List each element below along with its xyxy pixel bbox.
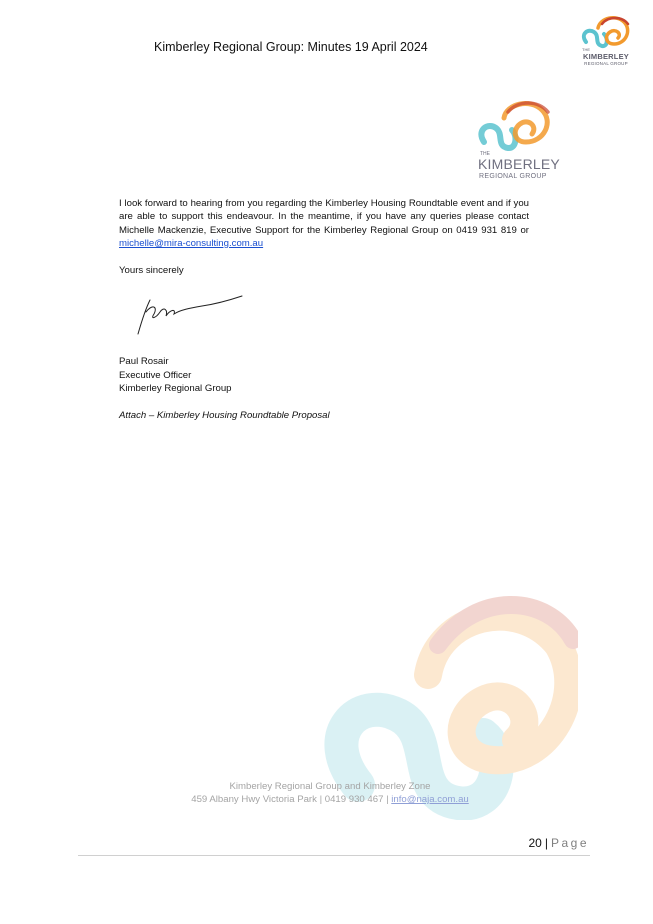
kimberley-logo-small	[578, 12, 634, 70]
signatory-title: Executive Officer	[119, 369, 192, 381]
document-header-title: Kimberley Regional Group: Minutes 19 April 2024	[154, 40, 428, 54]
letter-body	[119, 197, 529, 250]
signatory-name: Paul Rosair	[119, 356, 169, 367]
swirl-logo-icon	[578, 12, 634, 52]
page-word: Page	[550, 836, 589, 850]
logo-subtitle-text: REGIONAL GROUP	[479, 173, 547, 180]
attachment-note: Attach – Kimberley Housing Roundtable Proposal	[119, 410, 330, 421]
logo-name-text: KIMBERLEY	[583, 52, 629, 61]
page-number-separator: |	[544, 836, 548, 850]
contact-email-link[interactable]: michelle@mira-consulting.com.au	[119, 237, 264, 249]
letterhead-footer-address: 459 Albany Hwy Victoria Park | 0419 930 467 |	[191, 794, 392, 805]
logo-name-text: KIMBERLEY	[478, 156, 560, 172]
signatory-block	[119, 355, 232, 396]
kimberley-letterhead-logo	[474, 96, 560, 188]
logo-subtitle-text: REGIONAL GROUP	[584, 61, 628, 66]
logo-the-text: THE	[582, 47, 590, 52]
letterhead-footer-line2	[150, 794, 510, 805]
handwritten-signature	[120, 290, 250, 340]
page-number	[528, 836, 589, 850]
letter-body-text: I look forward to hearing from you regarding the Kimberley Housing Roundtable event and if you are able to support this endeavour. In the meantime, if you have any queries please contact Michelle Mackenzie, Executive Support for the Kimberley Regional Group on 0419 931 819 or	[119, 198, 529, 236]
logo-the-text: THE	[480, 151, 490, 157]
letterhead-footer-line1: Kimberley Regional Group and Kimberley Zone	[229, 781, 431, 792]
signatory-organisation: Kimberley Regional Group	[119, 383, 232, 394]
page-number-value: 20	[528, 836, 542, 850]
footer-email-link[interactable]: info@naja.com.au	[391, 794, 469, 805]
letter-closing: Yours sincerely	[119, 265, 184, 276]
footer-divider	[78, 855, 590, 856]
swirl-logo-icon	[474, 96, 556, 154]
